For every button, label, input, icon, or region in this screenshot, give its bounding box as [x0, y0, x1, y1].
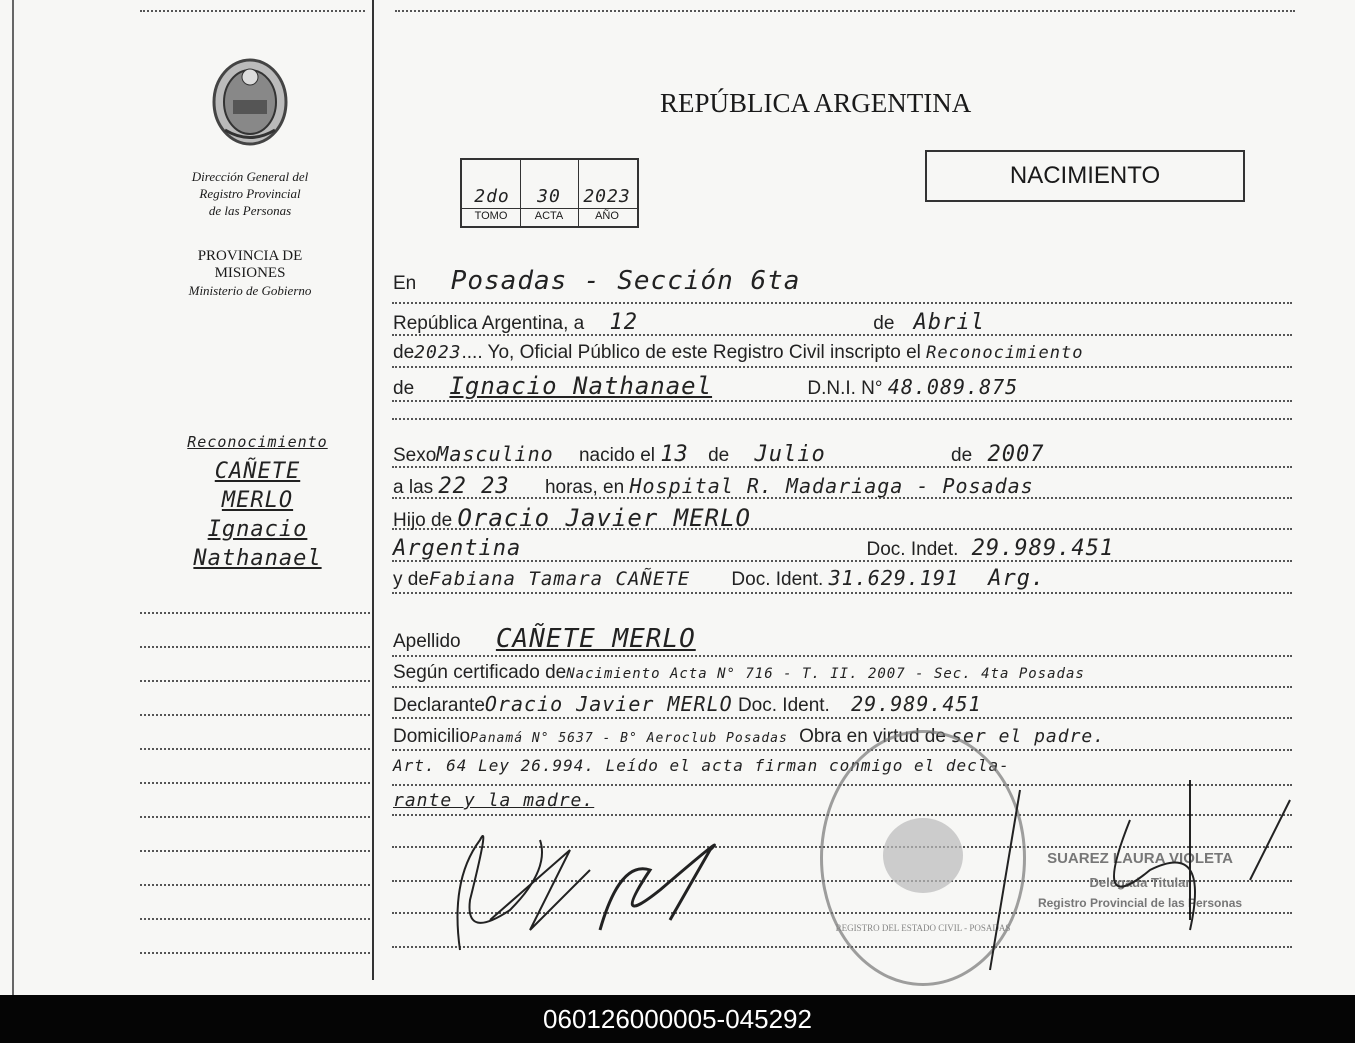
- official-name: SUAREZ LAURA VIOLETA: [1047, 850, 1233, 867]
- acta-value: 30: [537, 186, 561, 207]
- mother-nationality: Arg.: [988, 566, 1046, 591]
- mother-name: Fabiana Tamara CAÑETE: [428, 568, 691, 590]
- father-name: Oracio Javier MERLO: [457, 504, 751, 532]
- margin-note-title: Reconocimiento: [187, 433, 328, 451]
- birth-day: 13: [660, 442, 689, 467]
- certificado-value: Nacimiento Acta N° 716 - T. II. 2007 - Sec. 4ta Posadas: [566, 666, 1085, 682]
- year-value: 2023: [414, 342, 462, 363]
- acta-label: ACTA: [534, 210, 564, 222]
- father-doc: 29.989.451: [971, 536, 1115, 561]
- margin-note-given-1: Ignacio: [207, 517, 308, 542]
- official-text: .... Yo, Oficial Público de este Registro Civil inscripto el: [461, 342, 921, 363]
- domicilio-label: Domicilio: [393, 726, 471, 747]
- obra-label: Obra en virtud de: [799, 726, 946, 747]
- seal-text: REGISTRO DEL ESTADO CIVIL - POSADAS: [835, 923, 1011, 933]
- country-title: REPÚBLICA ARGENTINA: [660, 88, 972, 118]
- declarante-value: Oracio Javier MERLO: [484, 692, 733, 716]
- segun-label: Según certificado de: [393, 662, 567, 683]
- republica-label: República Argentina, a: [393, 313, 585, 334]
- birth-month: Julio: [754, 442, 826, 467]
- official-title: Delegada Titular: [1089, 875, 1191, 890]
- hour-value: 22 23: [438, 474, 510, 499]
- form-line-1: [392, 302, 1292, 304]
- agency-line-2: Registro Provincial: [199, 186, 301, 201]
- act-number-box: [460, 158, 639, 228]
- de5-label: de: [951, 445, 973, 466]
- declarante-label: Declarante: [393, 695, 485, 716]
- father-nationality: Argentina: [393, 536, 522, 561]
- top-dotted-line: [140, 10, 365, 12]
- note-line-2: rante y la madre.: [393, 790, 595, 811]
- doc-ident2-label: Doc. Ident.: [737, 695, 830, 716]
- signatures-overlay: [430, 780, 1330, 980]
- de2-label: de: [393, 342, 415, 363]
- doc-ident-label: Doc. Ident.: [731, 569, 824, 590]
- province-line-2: MISIONES: [214, 265, 286, 281]
- agency-line-1: Dirección General del: [191, 169, 309, 184]
- barcode-number: 060126000005-045292: [543, 1004, 812, 1034]
- person-name: Ignacio Nathanael: [449, 372, 713, 400]
- form-line-10: [392, 655, 1292, 657]
- dni-value: 48.089.875: [887, 375, 1019, 399]
- declarante-doc: 29.989.451: [851, 692, 982, 716]
- de-label: de: [873, 313, 895, 334]
- month-value: Abril: [913, 310, 985, 335]
- de4-label: de: [708, 445, 730, 466]
- horas-label: horas, en: [544, 477, 625, 498]
- signature-middle-icon: [600, 845, 714, 930]
- form-line-12: [392, 717, 1292, 719]
- de3-label: de: [393, 378, 415, 399]
- act-type-label: NACIMIENTO: [1009, 162, 1161, 189]
- sexo-label: Sexo: [393, 445, 437, 466]
- ministry-line: Ministerio de Gobierno: [188, 283, 312, 298]
- province-line-1: PROVINCIA DE: [197, 248, 303, 264]
- agency-line-3: de las Personas: [208, 203, 292, 218]
- dni-label: D.N.I. N°: [807, 378, 883, 399]
- apellido-label: Apellido: [393, 631, 461, 652]
- alas-label: a las: [393, 477, 434, 498]
- anio-label: AÑO: [595, 210, 619, 222]
- signature-right-icon: [990, 780, 1290, 970]
- form-line-9: [392, 592, 1292, 594]
- anio-value: 2023: [583, 186, 631, 207]
- act-type-box: [925, 150, 1245, 202]
- tomo-value: 2do: [474, 186, 510, 207]
- hijo-label: Hijo de: [393, 510, 453, 531]
- place-value: Hospital R. Madariaga - Posadas: [629, 474, 1034, 498]
- en-label: En: [393, 273, 417, 294]
- mother-doc: 31.629.191: [828, 566, 960, 590]
- coat-of-arms-emblem: [205, 55, 295, 150]
- form-line-11: [392, 686, 1292, 688]
- obra-value: ser el padre.: [951, 726, 1106, 747]
- nacido-label: nacido el: [578, 445, 656, 466]
- day-value: 12: [609, 310, 638, 335]
- form-line-4b: [392, 418, 1292, 420]
- official-office: Registro Provincial de las Personas: [1037, 896, 1243, 910]
- form-line-13: [392, 749, 1292, 751]
- sexo-value: Masculino: [436, 442, 554, 466]
- doc-indet-label: Doc. Indet.: [866, 539, 959, 560]
- note-line-1: Art. 64 Ley 26.994. Leído el acta firman conmigo el decla-: [393, 756, 1010, 775]
- signature-left-icon: [458, 836, 591, 950]
- margin-note-surname-1: CAÑETE: [214, 459, 301, 484]
- barcode-footer: [0, 995, 1355, 1043]
- top-dotted-line-right: [395, 10, 1295, 12]
- form-line-3: [392, 366, 1292, 368]
- yde-label: y de: [393, 569, 429, 590]
- apellido-value: CAÑETE MERLO: [495, 624, 696, 654]
- en-value: Posadas - Sección 6ta: [450, 266, 801, 296]
- birth-year: 2007: [987, 442, 1045, 467]
- tomo-label: TOMO: [474, 210, 508, 222]
- form-line-4: [392, 400, 1292, 402]
- domicilio-value: Panamá N° 5637 - B° Aeroclub Posadas: [470, 731, 788, 746]
- margin-note-given-2: Nathanael: [193, 546, 322, 571]
- page-edge: [12, 0, 14, 995]
- margin-note-surname-2: MERLO: [221, 488, 294, 513]
- inscription-value: Reconocimiento: [926, 343, 1084, 363]
